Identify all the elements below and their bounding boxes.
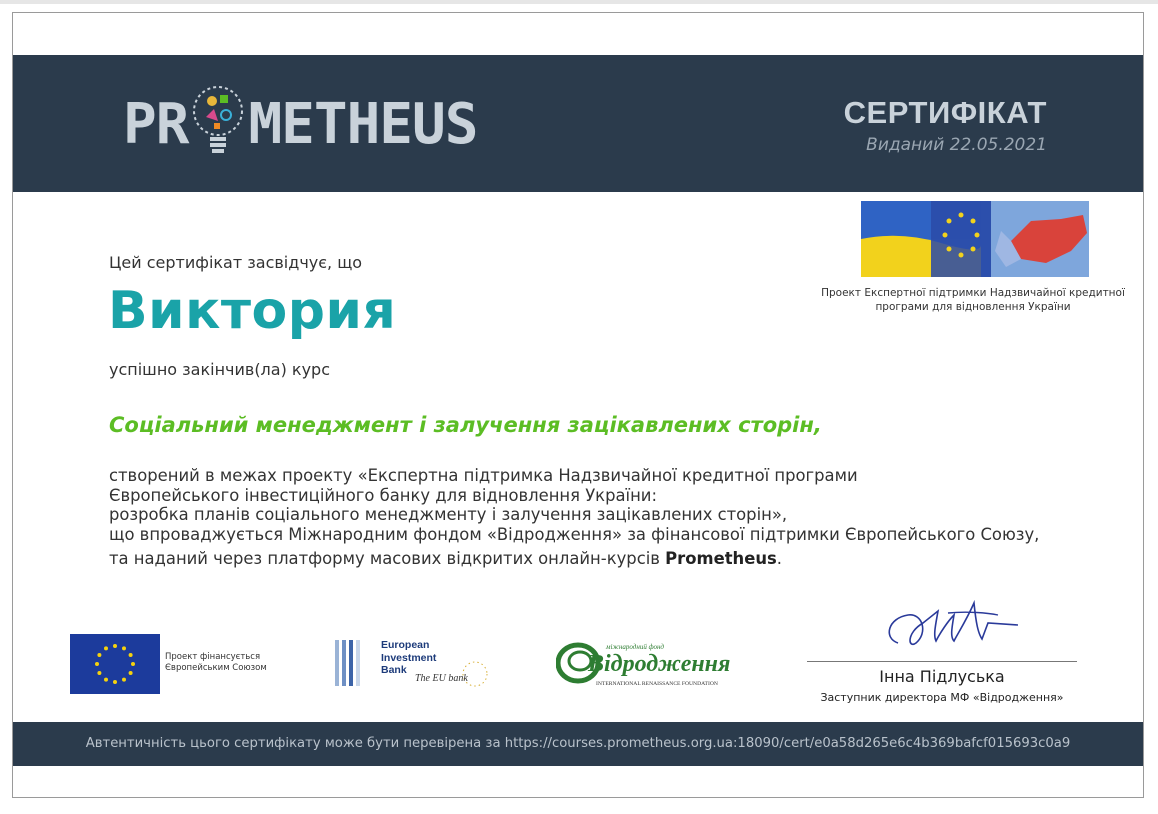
description-line: створений в межах проекту «Експертна підтримка Надзвичайної кредитної програми [109, 466, 858, 485]
eib-name [381, 639, 436, 677]
certificate-title-block [844, 95, 1047, 155]
platform-name: Prometheus [665, 549, 777, 568]
finished-text: успішно закінчив(ла) курс [109, 360, 330, 379]
description-line: розробка планів соціального менеджменту і залучення зацікавлених сторін», [109, 505, 788, 524]
course-title: Соціальний менеджмент і залучення зацікавлених сторін, [109, 413, 822, 437]
signer-name: Інна Підлуська [879, 667, 1005, 686]
description-line [109, 549, 1119, 569]
description-line5-end: . [776, 549, 782, 568]
eib-line1: European [381, 639, 430, 651]
recipient-name: Виктория [108, 281, 397, 341]
description-line: що впроваджується Міжнародним фондом «Відродження» за фінансової підтримки Європейського Союзу, [109, 524, 1040, 544]
eib-tagline: The EU bank [415, 673, 468, 684]
top-border [0, 0, 1158, 4]
handwritten-signature [878, 593, 1018, 663]
ukraine-eu-flags-image [861, 201, 1089, 277]
eib-line2: Investment [381, 651, 437, 664]
description-line: Європейського інвестиційного банку для відновлення України: [109, 485, 657, 505]
renaissance-foundation-logo [556, 637, 734, 689]
renaissance-small-label: міжнародний фонд [606, 643, 664, 651]
certificate-sheet [12, 12, 1144, 798]
lightbulb-icon [190, 81, 246, 161]
description-line5-text: та наданий через платформу масових відкритих онлайн-курсів [109, 549, 666, 568]
course-description [109, 466, 1119, 569]
signature-line [807, 661, 1077, 662]
eu-caption-line1: Проект фінансується [165, 652, 261, 662]
project-caption-line2: програми для відновлення України [875, 301, 1071, 313]
eu-caption-line2: Європейським Союзом [165, 663, 267, 673]
project-caption-line1: Проект Експертної підтримки Надзвичайної кредитної [821, 287, 1125, 299]
eu-caption [165, 652, 267, 674]
logo-text-left: PR [123, 92, 189, 157]
verification-footer: Автентичність цього сертифікату може бути перевірена за https://courses.prometheus.org.ua:18090/cert/e0a58d265e6c4b369bafcf015693c0a9 [13, 722, 1143, 766]
project-caption [803, 286, 1143, 314]
issue-date: Виданий 22.05.2021 [866, 135, 1047, 155]
prometheus-logo [123, 90, 477, 160]
intro-text: Цей сертифікат засвідчує, що [109, 253, 363, 272]
logo-text-right: METHEUS [248, 92, 478, 157]
certificate-header [13, 55, 1143, 192]
renaissance-en: INTERNATIONAL RENAISSANCE FOUNDATION [596, 681, 718, 687]
eu-flag-icon [70, 634, 160, 694]
eib-line3: Bank [381, 664, 407, 676]
renaissance-name: Відродження [588, 651, 731, 677]
signer-role: Заступник директора МФ «Відродження» [820, 691, 1064, 704]
certificate-title: СЕРТИФІКАТ [843, 95, 1047, 130]
